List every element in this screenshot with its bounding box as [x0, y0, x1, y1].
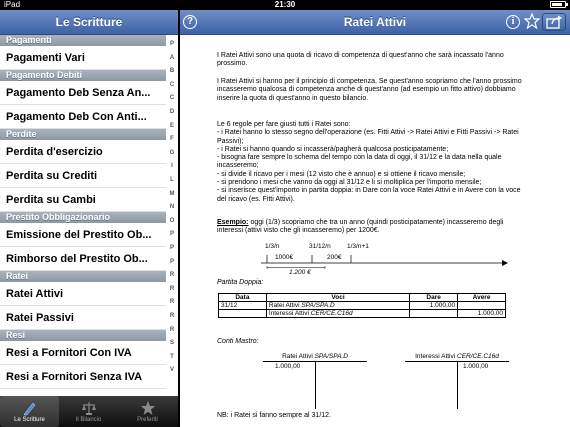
favorite-star-icon[interactable] [524, 13, 540, 34]
detail-pane [180, 10, 570, 427]
index-letter[interactable]: R [169, 272, 175, 279]
journal-row [219, 310, 506, 318]
list-item[interactable]: Resi a Fornitori Con IVA [0, 341, 166, 365]
clock: 21:30 [274, 0, 296, 9]
t-account-interessi-attivi [405, 353, 509, 411]
timeline-label-mid: 31/12/n [309, 243, 331, 250]
index-letter[interactable]: L [170, 177, 174, 183]
help-icon[interactable]: ? [183, 15, 197, 29]
section-header: Pagamenti [0, 35, 166, 46]
section-header: Resi [0, 330, 166, 341]
carrier-label: iPad [4, 0, 21, 9]
list-item[interactable]: Ratei Attivi [0, 282, 166, 306]
example-label: Esempio: [217, 219, 249, 226]
tab-label: Le Scritture [14, 417, 45, 423]
star-icon [140, 400, 156, 416]
list-item[interactable]: Rimborso del Prestito Ob... [0, 247, 166, 271]
index-letter[interactable]: P [169, 41, 174, 47]
journal-header: Voci [266, 294, 409, 302]
list-item[interactable]: Pagamento Deb Senza An... [0, 81, 166, 105]
battery-icon [550, 1, 566, 8]
pen-icon [22, 400, 38, 416]
journal-date [219, 310, 267, 318]
journal-voce [266, 310, 409, 318]
tab-label: Preferiti [137, 417, 158, 423]
document-body [217, 35, 523, 427]
section-header: Perdite [0, 129, 166, 140]
index-letter[interactable]: P [169, 245, 174, 251]
index-letter[interactable]: R [169, 299, 175, 306]
list-item[interactable]: Perdita d'esercizio [0, 140, 166, 164]
timeline-label-start: 1/3/n [265, 243, 280, 250]
timeline-segment-2: 200€ [327, 254, 342, 261]
section-header: Prestito Obbligazionario [0, 212, 166, 223]
t-account-avere: 1.000,00 [463, 363, 489, 370]
journal-header: Dare [410, 294, 458, 302]
example-paragraph [217, 219, 523, 236]
list-item[interactable]: Emissione del Prestito Ob... [0, 223, 166, 247]
index-letter[interactable]: I [171, 163, 173, 170]
journal-header-row [219, 294, 506, 302]
scritture-list[interactable] [0, 35, 166, 406]
detail-title: Ratei Attivi [343, 15, 407, 29]
tab-il-bilancio[interactable] [59, 396, 118, 427]
journal-table [218, 293, 506, 318]
index-letter[interactable]: R [169, 326, 175, 333]
detail-nav-bar [180, 10, 570, 35]
index-letter[interactable]: T [170, 353, 174, 360]
journal-dare: 1.000,00 [410, 302, 458, 310]
t-account-ratei-attivi [263, 353, 367, 411]
example-text: oggi (1/3) scopriamo che tra un anno (quindi posticipatamente) incasseremo degli interessi (attivi visto che gli incasseremo) per 1200€. [217, 219, 504, 235]
scales-icon [81, 400, 97, 416]
journal-voce-code: CER/CE.C16d [310, 310, 353, 317]
journal-dare [410, 310, 458, 318]
t-account-divider [457, 362, 458, 409]
intro-paragraph: I Ratei Attivi sono una quota di ricavo di competenza di quest'anno che sarà incassato l'anno prossimo. [217, 52, 504, 68]
battery-fill [552, 3, 562, 6]
section-index[interactable] [166, 35, 178, 406]
index-letter[interactable]: F [170, 136, 174, 143]
partita-doppia-label: Partita Doppia: [217, 279, 264, 286]
index-letter[interactable]: V [169, 367, 174, 374]
time-schema [261, 243, 531, 283]
journal-voce-name: Ratei Attivi [268, 302, 302, 309]
index-letter[interactable]: P [169, 231, 174, 238]
index-letter[interactable]: S [169, 340, 174, 347]
t-account-code: CER/CE.C16d [457, 353, 499, 360]
index-letter[interactable]: M [169, 190, 175, 197]
t-account-divider [315, 362, 316, 409]
t-account-dare: 1.000,00 [275, 363, 301, 370]
journal-date: 31/12 [219, 302, 267, 310]
tab-bar [0, 396, 178, 427]
tab-label: Il Bilancio [75, 417, 102, 423]
section-header: Pagamento Debiti [0, 70, 166, 81]
list-item[interactable]: Pagamento Deb Con Anti... [0, 105, 166, 129]
journal-voce-name: Interessi Attivi [268, 310, 311, 317]
conti-mastro-label: Conti Mastro: [217, 338, 259, 345]
list-item[interactable]: Perdita su Cambi [0, 188, 166, 212]
index-letter[interactable]: G [169, 149, 175, 156]
index-letter[interactable]: C [169, 95, 175, 102]
index-letter[interactable]: D [169, 109, 175, 115]
master-title: Le Scritture [55, 15, 123, 29]
t-account-title [405, 353, 509, 362]
journal-header: Data [219, 294, 267, 302]
journal-header: Avere [458, 294, 506, 302]
timeline-total: 1.200 € [289, 269, 311, 276]
index-letter[interactable]: C [169, 81, 175, 88]
t-account-name: Ratei Attivi [282, 353, 315, 360]
share-icon [543, 14, 565, 30]
t-account-title [263, 353, 367, 362]
t-account-code: SPA/SPA.D [314, 353, 348, 360]
tab-preferiti[interactable] [118, 396, 177, 427]
principle-paragraph: I Ratei Attivi si hanno per il principio di competenza. Se quest'anno scopriamo che l'anno prossimo incasseremo qualcosa di competenza anche di quest'anno (ad esempio un fitto attivo) dobbiamo inserire la quota di quest'anno in questo bilancio. [217, 78, 522, 102]
index-letter[interactable]: E [169, 122, 174, 129]
t-account-name: Interessi Attivi [415, 353, 457, 360]
info-icon[interactable]: i [506, 15, 520, 29]
master-nav-bar [0, 10, 178, 35]
note-paragraph: NB: i Ratei si fanno sempre al 31/12. [217, 412, 332, 419]
timeline-segment-1: 1000€ [275, 254, 294, 261]
rules-paragraph: Le 6 regole per fare giusti tutti i Ratei sono: - i Ratei hanno lo stesso segno dell'operazione (es. Fitti Attivi -> Ratei Attivi e Fitti Passivi -> Ratei Passivi); - i Ratei si hanno quando si incasserà/pagherà qualcosa posticipatamente; - bisogna fare sempre lo schema del tempo con la data di oggi, il 31/12 e la data nella quale incasseremo; - si divide il ricavo per i mesi (12 visto che è annuo) e si ottiene il ricavo mensile; - si prendono i mesi che vanno da oggi al 31/12 e li si moltiplica per l'importo mensile; - si inserisce quest'importo in partita doppia: in Dare con la voce Ratei Attivi e in Avere con la voce del ricavo (es. Fitti Attivi). [217, 121, 521, 203]
journal-avere [458, 302, 506, 310]
index-letter[interactable]: R [169, 313, 175, 319]
index-letter[interactable]: O [169, 217, 175, 224]
journal-voce [266, 302, 409, 310]
list-item[interactable]: Pagamenti Vari [0, 46, 166, 70]
tab-le-scritture[interactable] [0, 396, 59, 427]
journal-voce-code: SPA/SPA.D [301, 302, 335, 309]
journal-row [219, 302, 506, 310]
index-letter[interactable]: A [169, 54, 175, 61]
index-letter[interactable]: R [169, 285, 175, 292]
timeline-label-end: 1/3/n+1 [347, 243, 369, 250]
index-letter[interactable]: P [169, 258, 174, 265]
list-item[interactable]: Resi a Fornitori Senza IVA [0, 365, 166, 389]
index-letter[interactable]: N [169, 204, 175, 211]
status-bar [0, 0, 570, 10]
section-header: Ratei [0, 271, 166, 282]
list-item[interactable]: Perdita su Crediti [0, 164, 166, 188]
master-pane [0, 10, 178, 427]
share-button[interactable] [542, 13, 566, 31]
list-item[interactable]: Ratei Passivi [0, 306, 166, 330]
journal-avere: 1.000,00 [458, 310, 506, 318]
index-letter[interactable]: B [169, 68, 175, 75]
